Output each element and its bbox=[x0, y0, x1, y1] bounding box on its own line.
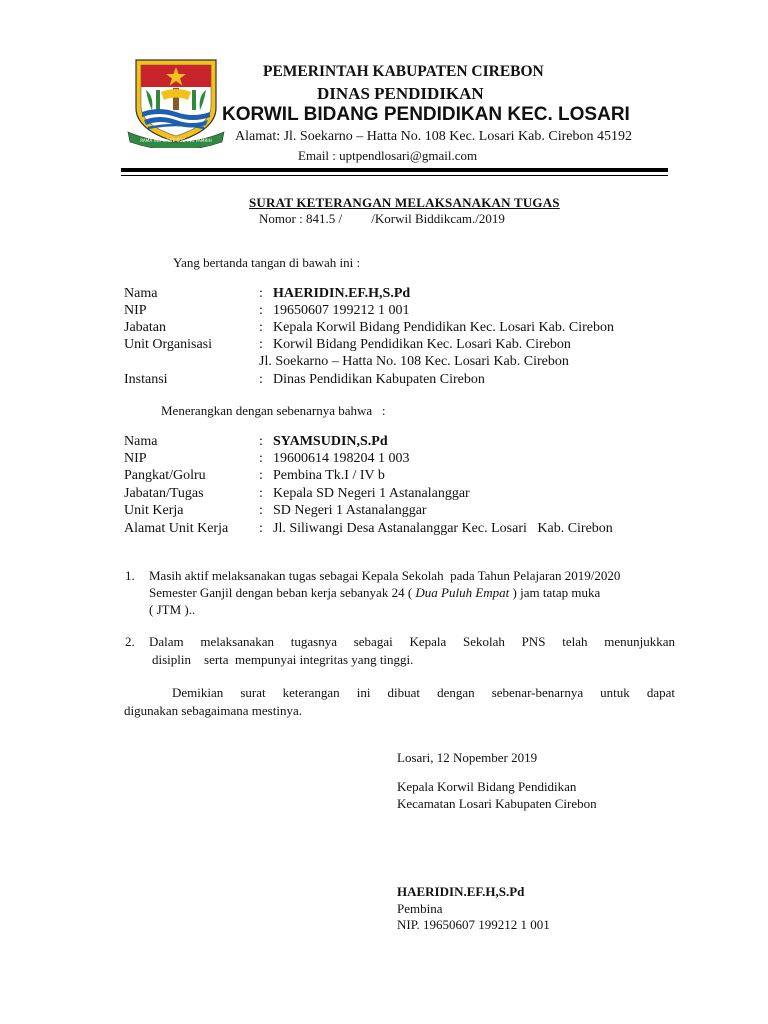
signature-place-date: Losari, 12 Nopember 2019 bbox=[397, 750, 538, 765]
closing-line-1: Demikian surat keterangan ini dibuat dengan sebenar-benarnya untuk dapat bbox=[172, 685, 675, 700]
signer-row-unit: Unit Organisasi : Korwil Bidang Pendidikan Kec. Losari Kab. Cirebon bbox=[124, 337, 571, 352]
signer-row-unit-address: Jl. Soekarno – Hatta No. 108 Kec. Losari Kab. Cirebon bbox=[259, 354, 569, 369]
letterhead-divider-thin bbox=[121, 175, 668, 176]
point-1-number: 1. bbox=[125, 568, 135, 583]
point-1-italic: Dua Puluh Empat bbox=[415, 585, 510, 600]
signer-row-institution: Instansi : Dinas Pendidikan Kabupaten Cirebon bbox=[124, 372, 485, 387]
signer-row-position: Jabatan : Kepala Korwil Bidang Pendidikan Kec. Losari Kab. Cirebon bbox=[124, 320, 614, 335]
letterhead-government: PEMERINTAH KABUPATEN CIREBON bbox=[263, 63, 544, 80]
point-1-line-3: ( JTM ).. bbox=[149, 602, 196, 617]
signature-nip: NIP. 19650607 199212 1 001 bbox=[397, 917, 550, 932]
letter-title: SURAT KETERANGAN MELAKSANAKAN TUGAS bbox=[249, 195, 560, 210]
subject-row-workplace: Unit Kerja : SD Negeri 1 Astanalanggar bbox=[124, 503, 427, 518]
letter-number: Nomor : 841.5 / /Korwil Biddikcam./2019 bbox=[259, 211, 505, 226]
letterhead-agency: DINAS PENDIDIKAN bbox=[317, 84, 484, 103]
point-2-number: 2. bbox=[125, 634, 135, 649]
signature-position-1: Kepala Korwil Bidang Pendidikan bbox=[397, 779, 577, 794]
subject-row-nip: NIP : 19600614 198204 1 003 bbox=[124, 451, 410, 466]
subject-row-position: Jabatan/Tugas : Kepala SD Negeri 1 Astanalanggar bbox=[124, 486, 470, 501]
signer-row-name: Nama : HAERIDIN.EF.H,S.Pd bbox=[124, 286, 411, 301]
letterhead-office: KORWIL BIDANG PENDIDIKAN KEC. LOSARI bbox=[222, 104, 630, 125]
point-1-line-1: Masih aktif melaksanakan tugas sebagai Kepala Sekolah pada Tahun Pelajaran 2019/2020 bbox=[149, 568, 621, 583]
cirebon-regency-emblem bbox=[126, 56, 226, 148]
letterhead-divider-thick bbox=[121, 168, 668, 172]
point-1-line-2: Semester Ganjil dengan beban kerja sebanyak 24 ( Dua Puluh Empat ) jam tatap muka bbox=[149, 585, 601, 600]
point-2-line-2: disiplin serta mempunyai integritas yang tinggi. bbox=[152, 652, 414, 667]
signature-rank: Pembina bbox=[397, 901, 443, 916]
declare-text: Menerangkan dengan sebenarnya bahwa : bbox=[161, 403, 386, 418]
subject-row-name: Nama : SYAMSUDIN,S.Pd bbox=[124, 434, 388, 449]
signature-name: HAERIDIN.EF.H,S.Pd bbox=[397, 884, 525, 899]
subject-row-rank: Pangkat/Golru : Pembina Tk.I / IV b bbox=[124, 468, 385, 483]
closing-line-2: digunakan sebagaimana mestinya. bbox=[124, 703, 302, 718]
logo-motto: RAMA ING GAWE SUG ING PAMRIH bbox=[140, 138, 212, 143]
signature-position-2: Kecamatan Losari Kabupaten Cirebon bbox=[397, 796, 597, 811]
intro-text: Yang bertanda tangan di bawah ini : bbox=[173, 255, 361, 270]
letterhead-email: Email : uptpendlosari@gmail.com bbox=[298, 148, 478, 163]
point-2-line-1: Dalam melaksanakan tugasnya sebagai Kepala Sekolah PNS telah menunjukkan bbox=[149, 634, 675, 649]
subject-row-work-address: Alamat Unit Kerja : Jl. Siliwangi Desa Astanalanggar Kec. Losari Kab. Cirebon bbox=[124, 521, 613, 536]
signer-row-nip: NIP : 19650607 199212 1 001 bbox=[124, 303, 410, 318]
letterhead-address: Alamat: Jl. Soekarno – Hatta No. 108 Kec. Losari Kab. Cirebon 45192 bbox=[235, 129, 632, 144]
